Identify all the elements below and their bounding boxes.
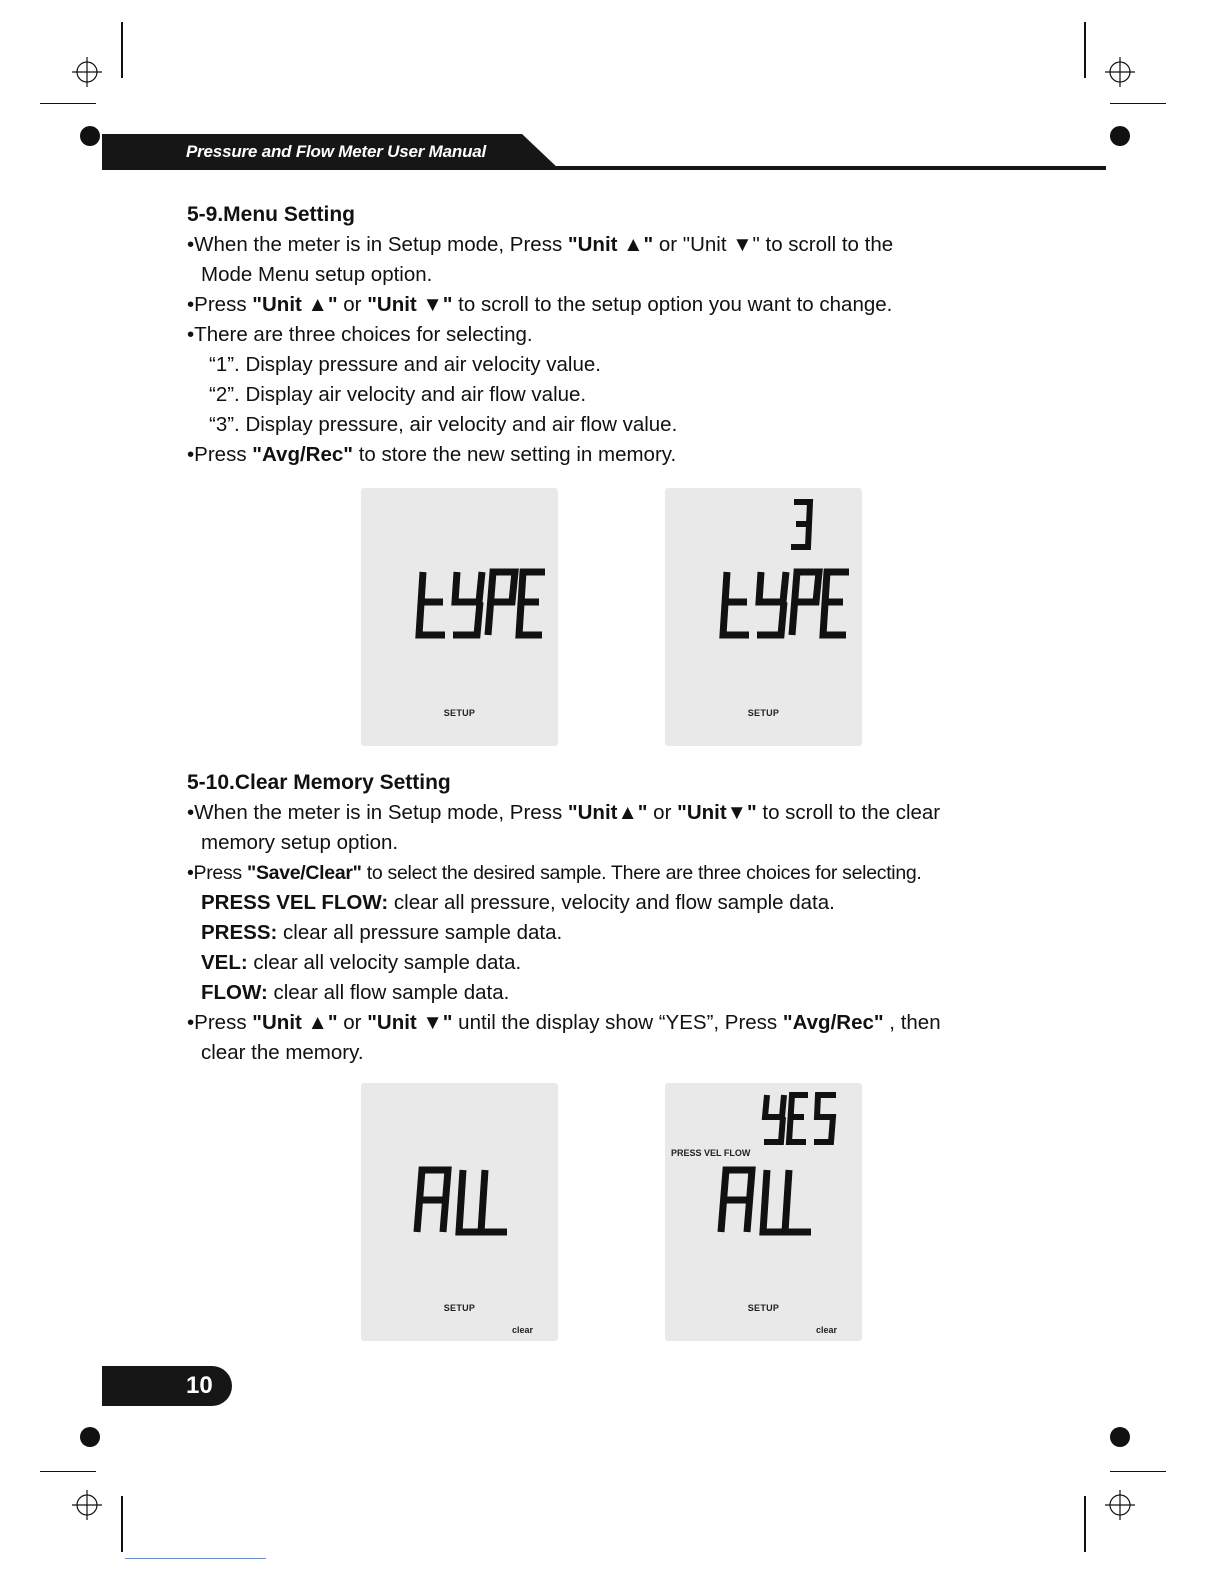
paragraph-line: •Press "Save/Clear" to select the desired sample. There are three choices for selecting.	[187, 862, 922, 884]
crop-mark	[121, 1496, 123, 1552]
section-title-clear-memory: 5-10.Clear Memory Setting	[187, 771, 451, 794]
crop-mark	[1084, 22, 1086, 78]
registration-dot-icon	[80, 1427, 100, 1447]
paragraph-line: FLOW: clear all flow sample data.	[201, 981, 510, 1004]
footer-underline	[125, 1558, 266, 1559]
registration-dot-icon	[80, 126, 100, 146]
section-title-menu-setting: 5-9.Menu Setting	[187, 203, 356, 226]
lcd-display	[361, 1083, 558, 1341]
paragraph-line: PRESS VEL FLOW: clear all pressure, velocity and flow sample data.	[201, 891, 835, 914]
lcd-setup-label: SETUP	[747, 708, 780, 718]
header-title: Pressure and Flow Meter User Manual	[186, 142, 487, 161]
registration-mark-icon	[1105, 57, 1135, 87]
paragraph-line: “3”. Display pressure, air velocity and air flow value.	[209, 413, 678, 436]
registration-dot-icon	[1110, 1427, 1130, 1447]
lcd-setup-label: SETUP	[747, 1303, 780, 1313]
crop-mark	[1110, 1471, 1166, 1472]
paragraph-line: clear the memory.	[201, 1041, 364, 1064]
header-rule	[102, 166, 1106, 170]
paragraph-line: memory setup option.	[201, 831, 399, 854]
paragraph-line: “1”. Display pressure and air velocity value.	[209, 353, 601, 376]
lcd-display	[665, 488, 862, 746]
paragraph-line: •Press "Unit ▲" or "Unit ▼" until the display show “YES”, Press "Avg/Rec" , then	[187, 1011, 941, 1034]
lcd-setup-label: SETUP	[443, 1303, 476, 1313]
crop-mark	[1084, 1496, 1086, 1552]
lcd-clear-label: clear	[512, 1325, 534, 1335]
registration-mark-icon	[72, 1490, 102, 1520]
lcd-clear-label: clear	[816, 1325, 838, 1335]
lcd-mode-label: PRESS VEL FLOW	[671, 1148, 751, 1158]
paragraph-line: •There are three choices for selecting.	[187, 323, 533, 346]
paragraph-line: Mode Menu setup option.	[201, 263, 433, 286]
crop-mark	[1110, 103, 1166, 104]
page-number: 10	[186, 1372, 213, 1399]
lcd-display	[665, 1083, 862, 1341]
paragraph-line: •Press "Unit ▲" or "Unit ▼" to scroll to the setup option you want to change.	[187, 293, 893, 316]
lcd-setup-label: SETUP	[443, 708, 476, 718]
paragraph-line: “2”. Display air velocity and air flow value.	[209, 383, 587, 406]
crop-mark	[121, 22, 123, 78]
registration-mark-icon	[72, 57, 102, 87]
paragraph-line: •When the meter is in Setup mode, Press "Unit▲" or "Unit▼" to scroll to the clear	[187, 801, 941, 824]
crop-mark	[40, 1471, 96, 1472]
registration-dot-icon	[1110, 126, 1130, 146]
registration-mark-icon	[1105, 1490, 1135, 1520]
paragraph-line: •Press "Avg/Rec" to store the new setting in memory.	[187, 443, 677, 466]
lcd-display	[361, 488, 558, 746]
paragraph-line: PRESS: clear all pressure sample data.	[201, 921, 563, 944]
paragraph-line: •When the meter is in Setup mode, Press "Unit ▲" or "Unit ▼" to scroll to the	[187, 233, 894, 256]
crop-mark	[40, 103, 96, 104]
paragraph-line: VEL: clear all velocity sample data.	[201, 951, 522, 974]
